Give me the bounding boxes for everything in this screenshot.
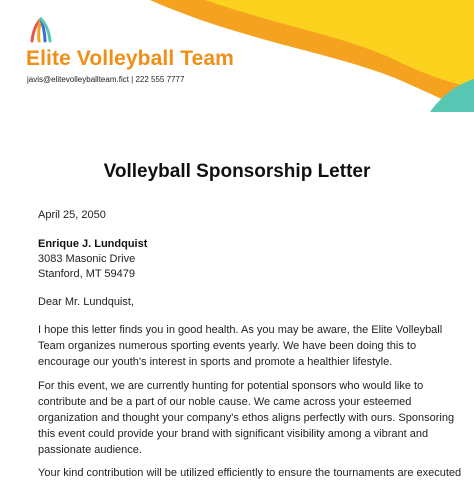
- recipient-address-line2: Stanford, MT 59479: [38, 268, 136, 280]
- letter-date: April 25, 2050: [38, 209, 106, 221]
- paragraph-2-line: For this event, we are currently hunting for potential sponsors who would like to: [38, 380, 424, 392]
- paragraph-3-partial: Your kind contribution will be utilized efficiently to ensure the tournaments are executed: [38, 467, 462, 479]
- paragraph-2-line: organization and thought your company's ethos aligns perfectly with ours. Sponsoring: [38, 412, 455, 424]
- paragraph-1-line: encourage our youth's interest in sports and promote a healthier lifestyle.: [38, 356, 393, 368]
- paragraph-1-line: I hope this letter finds you in good health. As you may be aware, the Elite Volleyball: [38, 324, 443, 336]
- recipient-name: Enrique J. Lundquist: [38, 238, 148, 250]
- recipient-address-line1: 3083 Masonic Drive: [38, 253, 136, 265]
- paragraph-2-line: contribute and be a part of our noble cause. We came across your esteemed: [38, 396, 412, 408]
- letter-title: Volleyball Sponsorship Letter: [103, 161, 371, 182]
- paragraph-2-line: passionate audience.: [38, 444, 142, 456]
- salutation: Dear Mr. Lundquist,: [38, 296, 134, 308]
- paragraph-1-line: Team organizes numerous sporting events yearly. We have been doing this to: [38, 340, 417, 352]
- team-name: Elite Volleyball Team: [26, 47, 234, 70]
- paragraph-1: [38, 322, 443, 370]
- volleyball-stripes-logo-icon: [28, 17, 54, 43]
- contact-info: javis@elitevolleyballteam.fict | 222 555 7777: [27, 75, 185, 84]
- paragraph-2: [38, 378, 455, 458]
- paragraph-2-line: this event could provide your brand with significant visibility among a vibrant and: [38, 428, 429, 440]
